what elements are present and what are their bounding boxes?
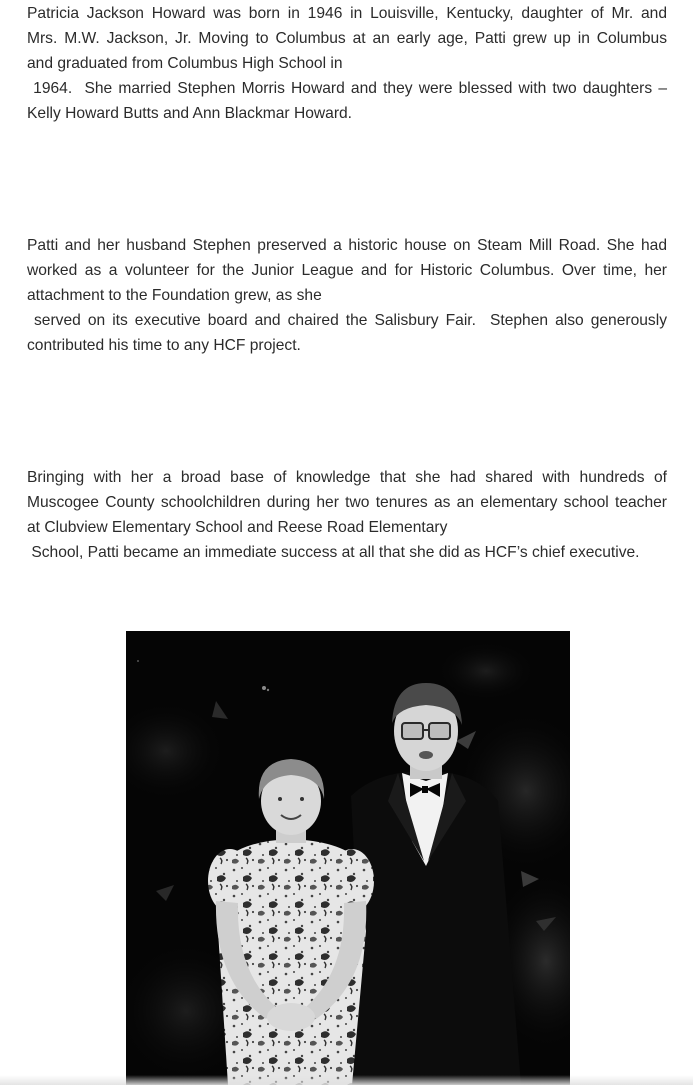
text-line: worked as a volunteer for the Junior League and for Historic Columbus. Over time, her [27,262,667,279]
text-line: 1964. She married Stephen Morris Howard and they were blessed with two daughters – [27,80,667,97]
text-line: School, Patti became an immediate success at all that she did as HCF’s chief executive. [27,544,640,561]
couple-photograph [126,631,570,1085]
text-line: Bringing with her a broad base of knowledge that she had shared with hundreds of [27,469,667,486]
text-line: and graduated from Columbus High School in [27,55,343,72]
text-line: Patricia Jackson Howard was born in 1946 in Louisville, Kentucky, daughter of Mr. and [27,5,667,22]
page-bottom-edge [0,1075,693,1085]
text-line: attachment to the Foundation grew, as she [27,287,322,304]
text-line: at Clubview Elementary School and Reese Road Elementary [27,519,448,536]
text-line: contributed his time to any HCF project. [27,337,301,354]
text-line: Mrs. M.W. Jackson, Jr. Moving to Columbus at an early age, Patti grew up in Columbus [27,30,667,47]
paragraph-career [27,465,667,565]
photo-illustration [126,631,570,1085]
text-line: Muscogee County schoolchildren during her two tenures as an elementary school teacher [27,494,667,511]
text-line: served on its executive board and chaired the Salisbury Fair. Stephen also generously [27,312,667,329]
paragraph-volunteer-work [27,233,667,358]
paragraph-early-life [27,1,667,126]
text-line: Patti and her husband Stephen preserved a historic house on Steam Mill Road. She had [27,237,667,254]
text-line: Kelly Howard Butts and Ann Blackmar Howard. [27,105,353,122]
